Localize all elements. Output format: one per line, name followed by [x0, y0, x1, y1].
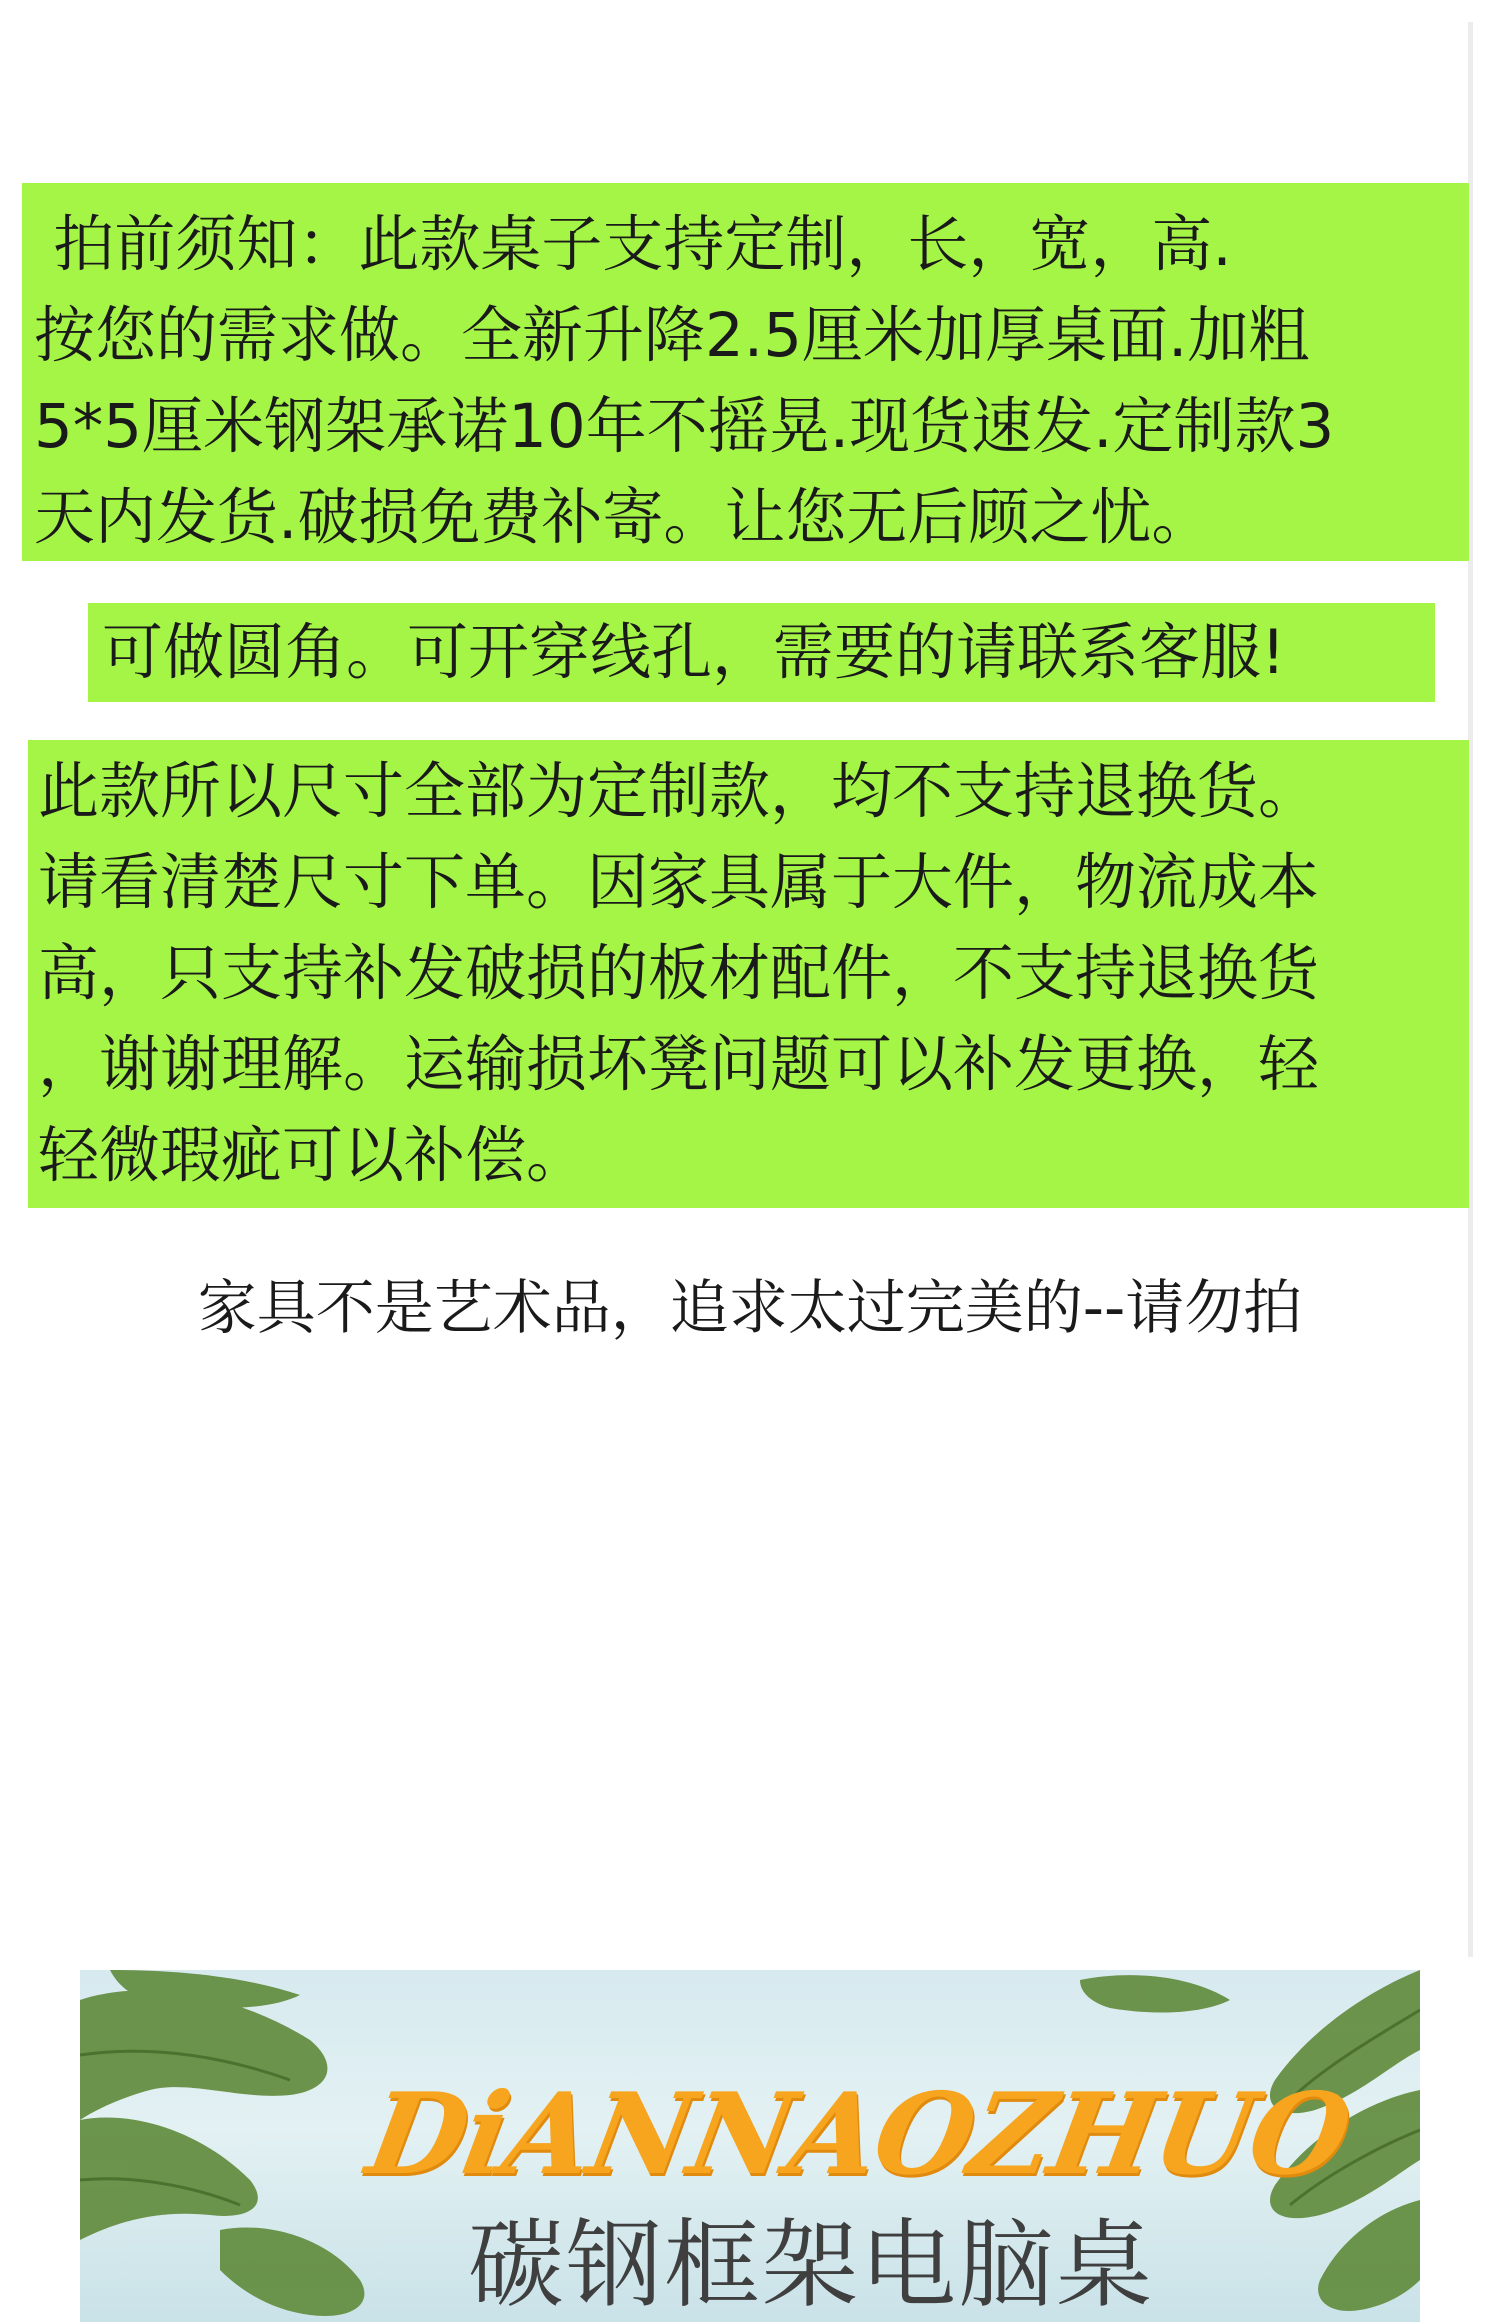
- notice-line: 5*5厘米钢架承诺10年不摇晃.现货速发.定制款3: [34, 391, 1335, 462]
- policy-line: 轻微瑕疵可以补偿。: [38, 1120, 588, 1191]
- policy-line: ，谢谢理解。运输损坏凳问题可以补发更换，轻: [38, 1029, 1320, 1100]
- notice-line: 拍前须知：此款桌子支持定制，长，宽，高.: [34, 209, 1232, 280]
- product-banner: [80, 1970, 1420, 2322]
- notice-line: 按您的需求做。全新升降2.5厘米加厚桌面.加粗: [34, 300, 1310, 371]
- policy-line: 请看清楚尺寸下单。因家具属于大件，物流成本: [38, 847, 1320, 918]
- disclaimer-text: 家具不是艺术品，追求太过完美的--请勿拍: [197, 1273, 1303, 1342]
- options-text: 可做圆角。可开穿线孔，需要的请联系客服!: [102, 617, 1286, 688]
- return-policy-block: [28, 740, 1469, 1208]
- policy-line: 此款所以尺寸全部为定制款，均不支持退换货。: [38, 756, 1320, 827]
- banner-brand-text: DiANNAOZHUO: [358, 2069, 1359, 2200]
- customization-options-block: [88, 603, 1435, 702]
- notice-line: 天内发货.破损免费补寄。让您无后顾之忧。: [34, 482, 1213, 553]
- policy-line: 高，只支持补发破损的板材配件，不支持退换货: [38, 938, 1320, 1009]
- purchase-notice-block: [22, 183, 1469, 561]
- banner-title: 碳钢框架电脑桌: [468, 2209, 1154, 2321]
